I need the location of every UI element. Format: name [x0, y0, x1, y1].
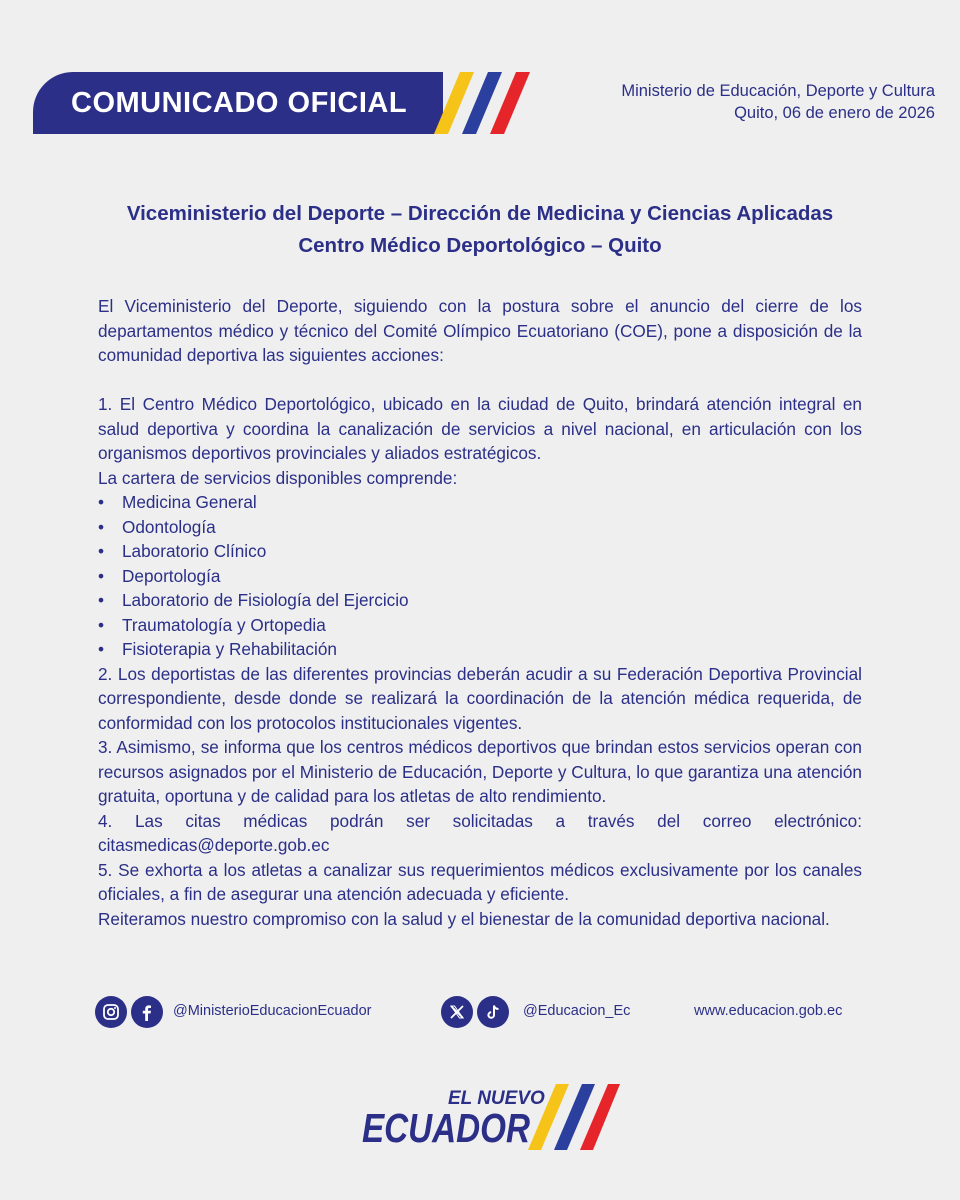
list-item: • Traumatología y Ortopedia [98, 613, 862, 638]
list-item: • Fisioterapia y Rehabilitación [98, 637, 862, 662]
tiktok-icon[interactable] [477, 996, 509, 1028]
banner-title: COMUNICADO OFICIAL [71, 86, 408, 119]
x-icon[interactable] [441, 996, 473, 1028]
services-list [98, 490, 862, 662]
intro-paragraph: El Viceministerio del Deporte, siguiendo con la postura sobre el anuncio del cierre de los departamentos médico y técnico del Comité Olímpico Ecuatoriano (COE), pone a disposición de la comunidad deportiva las siguientes acciones: [98, 296, 862, 365]
place-date: Quito, 06 de enero de 2026 [734, 104, 935, 122]
bullet-icon: • [98, 590, 105, 610]
facebook-icon[interactable] [131, 996, 163, 1028]
list-item: • Laboratorio de Fisiología del Ejercicio [98, 588, 862, 613]
subtitle-line-2: Centro Médico Deportológico – Quito [298, 234, 662, 257]
header-banner [33, 72, 443, 134]
bullet-icon: • [98, 614, 105, 635]
x-tiktok-handle[interactable]: @Educacion_Ec [523, 1003, 631, 1019]
document-body [98, 294, 862, 931]
el-nuevo-ecuador-logo [360, 1080, 620, 1160]
website-link[interactable]: www.educacion.gob.ec [694, 1003, 843, 1019]
document-subtitle [0, 198, 960, 262]
list-item: • Laboratorio Clínico [98, 539, 862, 564]
bullet-icon: • [98, 541, 105, 561]
header-info [621, 80, 935, 124]
logo-line-2: ECUADOR [362, 1105, 531, 1151]
subtitle-line-1: Viceministerio del Deporte – Dirección de Medicina y Ciencias Aplicadas [126, 202, 834, 225]
ministry-name: Ministerio de Educación, Deporte y Cultura [621, 82, 935, 100]
point-3: 3. Asimismo, se informa que los centros médicos deportivos que brindan estos servicios operan con recursos asignados por el Ministerio de Educación, Deporte y Cultura, lo que garantiza una atención gratuita, oportuna y de calidad para los atletas de alto rendimiento. [98, 737, 862, 806]
logo-line-1: EL NUEVO [448, 1088, 545, 1109]
flag-stripes-icon [430, 70, 530, 136]
instagram-icon[interactable] [95, 996, 127, 1028]
closing-paragraph: Reiteramos nuestro compromiso con la salud y el bienestar de la comunidad deportiva nacional. [98, 908, 830, 929]
point-1: 1. El Centro Médico Deportológico, ubicado en la ciudad de Quito, brindará atención integral en salud deportiva y coordina la canalización de servicios a nivel nacional, en articulación con los organismos deportivos provinciales y aliados estratégicos. [98, 394, 862, 463]
bullet-icon: • [98, 565, 105, 586]
point-4: 4. Las citas médicas podrán ser solicitadas a través del correo electrónico: citasmedicas@deporte.gob.ec [98, 810, 862, 855]
bullet-icon: • [98, 516, 105, 537]
bullet-icon: • [98, 639, 105, 659]
list-item: • Medicina General [98, 490, 862, 515]
point-2: 2. Los deportistas de las diferentes provincias deberán acudir a su Federación Deportiva Provincial correspondiente, desde donde se realizará la coordinación de la atención médica requerida, de conformidad con los protocolos institucionales vigentes. [98, 663, 862, 733]
point-5: 5. Se exhorta a los atletas a canalizar sus requerimientos médicos exclusivamente por los canales oficiales, a fin de asegurar una atención adecuada y eficiente. [98, 859, 862, 904]
list-item: • Odontología [98, 515, 862, 540]
services-intro: La cartera de servicios disponibles comprende: [98, 467, 458, 488]
list-item: • Deportología [98, 564, 862, 589]
footer [0, 996, 960, 1030]
meta-handle[interactable]: @MinisterioEducacionEcuador [173, 1003, 372, 1019]
bullet-icon: • [98, 492, 105, 512]
